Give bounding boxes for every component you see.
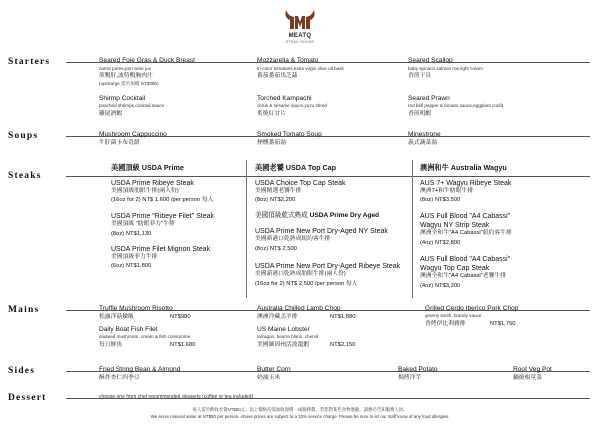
prime-ribeye-filet-cn: 美國頂級 "肋眼菲力"牛排 [111, 221, 175, 227]
minestrone-name: Minestrone [408, 131, 441, 138]
lobster-price: NT$2,150 [330, 342, 356, 348]
lamb-name: Australia Chilled Lamb Chop [257, 305, 341, 312]
mozzarella-cn: 番茄番茄馬芝茲 [257, 73, 298, 79]
shrimp-name: Shirmp Cocktail [99, 95, 146, 102]
fish-desc: sauteed mushroom, cream & fish consomme [99, 334, 191, 339]
prime-ribeye-name: USDA Prime Ribeye Steak [111, 180, 194, 187]
fish-name: Daily Boat Fish Filet [99, 326, 158, 333]
kampachi-cn: 炙燒紅甘片 [257, 111, 286, 117]
tomato-soup-cn: 煙燻番茄湯 [257, 140, 286, 146]
lobster-name: US Maine Lobster [257, 326, 310, 333]
wagyu-top-cap-price: (4oz) NT$3,200 [420, 283, 461, 289]
column-divider [246, 160, 247, 298]
wagyu-ribeye-name: AUS 7+ Wagyu Ribeye Steak [420, 180, 512, 187]
scallop-desc: baby spinach,salmon roe,light cream [408, 66, 483, 71]
prawn-desc: red bell pepper & tomato sauce,eggplant confit [408, 103, 503, 108]
wagyu-ny-name-line2: Wagyu NY Strip Steak [420, 222, 490, 229]
fish-price: NT$1,680 [170, 342, 196, 348]
section-title-soups: Soups [8, 131, 39, 141]
baked-potato-name: Baked Potato [398, 366, 438, 373]
prime-ribeye-filet-price: (8oz) NT$1,130 [111, 231, 152, 237]
wagyu-ny-price: (4oz) NT$2,800 [420, 240, 461, 246]
dry-aged-ny-name: USDA Prime New Port Dry-Aged NY Steak [255, 228, 388, 235]
scallop-cn: 香煎干貝 [408, 73, 432, 79]
prime-filet-mignon-name: USDA Prime Filet Mignon Steak [111, 246, 211, 253]
wagyu-ny-cn: 澳洲全和牛"A4 Cabassi"紐約客牛排 [420, 230, 512, 236]
prawn-name: Seared Prawn [408, 95, 450, 102]
top-cap-heading-cn: 美國老饕 [255, 163, 284, 172]
dessert-desc: choose one from chef recommended desserts (coffee or tea included) [99, 394, 254, 400]
section-title-dessert: Dessert [8, 393, 47, 403]
top-cap-heading [255, 163, 336, 173]
pork-name: Grilled Cerdo Iberico Pork Chop [425, 305, 519, 312]
foie-gras-desc: carrot puree,port wine jus [99, 66, 151, 71]
string-bean-name: Fried String Bean & Almond [99, 366, 181, 373]
string-bean-cn: 酥炸杏仁四季豆 [99, 375, 140, 381]
butter-corn-name: Butter Corn [257, 366, 291, 373]
brand-name: MEATQ [288, 33, 312, 39]
choice-top-cap-cn: 美國精選老饕牛排 [255, 188, 302, 194]
section-title-mains: Mains [8, 305, 40, 315]
lamb-price: NT$1,880 [330, 314, 356, 320]
dry-aged-heading [255, 213, 379, 220]
risotto-name: Truffle Mushroom Risotto [99, 305, 173, 312]
prawn-cn: 香煎明蝦 [408, 111, 432, 117]
mozzarella-desc: tri-color tomatoes,extra virgin olive oil,basil [257, 66, 344, 71]
bull-horns-logo-icon [284, 8, 316, 30]
usda-prime-heading [111, 163, 184, 173]
usda-prime-heading-cn: 美國頂級 [111, 163, 140, 172]
pork-cn: 香烤伊比利豬排 [425, 321, 466, 327]
kampachi-name: Torched Kampachi [257, 95, 312, 102]
foie-gras-name: Seared Foie Gras & Duck Breast [99, 57, 196, 64]
mushroom-soup-cn: 牛肝菌卡布奇諾 [99, 140, 140, 146]
shrimp-desc: poached shrimps,cocktail sauce [99, 103, 165, 108]
shrimp-cn: 雞尾酒蝦 [99, 111, 123, 117]
mozzarella-name: Mozzarella & Tomato [257, 57, 319, 64]
choice-top-cap-name: USDA Choice Top Cap Steak [255, 180, 346, 187]
prime-filet-mignon-price: (6oz) NT$1,800 [111, 263, 152, 269]
wagyu-heading-cn: 澳洲和牛 [420, 163, 449, 172]
risotto-cn: 松露洋菇燉飯 [99, 314, 134, 320]
kampachi-desc: citrus & sesame sauce,yuzu shred [257, 103, 327, 108]
section-title-steaks: Steaks [8, 171, 42, 181]
usda-prime-heading-en: USDA Prime [141, 163, 184, 172]
tomato-soup-name: Smoked Tomato Soup [257, 131, 322, 138]
dry-aged-heading-cn: 美國頂級乾式熟成 [255, 212, 308, 219]
prime-filet-mignon-cn: 美國頂級菲力牛排 [111, 254, 158, 260]
footer-note-en: We serve mineral water at NT$50 per person. Above prices are subject to a 10% service charge. Please be sure to let our staff know of any food allergies. [150, 414, 450, 419]
lamb-cn: 澳洲冷藏羔羊排 [257, 314, 298, 320]
divider [66, 176, 590, 177]
column-divider [412, 160, 413, 298]
foie-gras-cn: 煎鴨肝,波特鴨胸肉汁 [99, 73, 153, 79]
wagyu-heading [420, 163, 507, 173]
dry-aged-ribeye-price: (16oz for 2) NT$ 2,500 /per person 每人 [255, 281, 358, 287]
prime-ribeye-cn: 美國頂級肋眼牛排(兩人份) [111, 188, 179, 194]
section-title-starters: Starters [8, 57, 51, 67]
dry-aged-ribeye-cn: 美國新港口乾熟成肋眼牛排(兩人份) [255, 271, 346, 277]
wagyu-ny-name: AUS Full Blood "A4 Cabassi" [420, 213, 511, 220]
mushroom-soup-name: Mushroom Cappuccino [99, 131, 167, 138]
prime-ribeye-filet-name: USDA Prime "Ribeye Filet" Steak [111, 213, 215, 220]
dry-aged-ribeye-name: USDA Prime New Port Dry-Aged Ribeye Steak [255, 263, 401, 270]
prime-ribeye-price: (16oz for 2) NT$ 1,600 /per person 每人 [111, 197, 214, 203]
baked-potato-cn: 焗烤洋芋 [398, 375, 422, 381]
dry-aged-heading-en: USDA Prime Dry Aged [309, 212, 380, 219]
scallop-name: Seared Scallop [408, 57, 453, 64]
brand-logo [281, 6, 319, 48]
fish-cn: 每日鮮魚 [99, 342, 123, 348]
wagyu-heading-en: Australia Wagyu [450, 163, 507, 172]
dry-aged-ny-price: (8oz) NT$ 2,500 [255, 246, 297, 252]
brand-tagline: STEAK HOUSE [285, 40, 315, 44]
wagyu-top-cap-name-line2: Wagyu Top Cap Steak [420, 265, 490, 272]
footer-note-cn: 每人需另酌收水資NT$50元。以上價格均需加收原價一成服務費。若您對某些食物過敏，請務必告知服務人員。 [192, 407, 408, 412]
wagyu-ribeye-cn: 澳洲7+和牛肋眼牛排 [420, 188, 473, 194]
wagyu-ribeye-price: (8oz) NT$3,500 [420, 197, 461, 203]
dry-aged-ny-cn: 美國新港口乾熟成紐約客牛排 [255, 236, 331, 242]
risotto-price: NT$980 [170, 314, 191, 320]
lobster-desc: tarragon, beurre blanc, chervil [257, 334, 319, 339]
section-title-sides: Sides [8, 366, 36, 376]
choice-top-cap-price: (8oz) NT$2,200 [255, 197, 296, 203]
pork-price: NT$1,750 [490, 321, 516, 327]
root-veg-name: Root Veg Pot [513, 366, 552, 373]
pork-desc: granny smith, brandy sauce [425, 313, 482, 318]
wagyu-top-cap-cn: 澳洲全和牛"A4 Cabassi"老饕牛排 [420, 273, 506, 279]
root-veg-cn: 鍋燒根莖菜 [513, 375, 542, 381]
wagyu-top-cap-name: AUS Full Blood "A4 Cabassi" [420, 256, 511, 263]
butter-corn-cn: 奶油玉米 [257, 375, 281, 381]
lobster-cn: 美國緬因州活波龍蝦 [257, 342, 310, 348]
minestrone-cn: 義式蔬菜湯 [408, 140, 437, 146]
foie-gras-upcharge: (upcharge 需另加價 NT$380) [99, 81, 159, 86]
top-cap-heading-en: USDA Top Cap [285, 163, 337, 172]
